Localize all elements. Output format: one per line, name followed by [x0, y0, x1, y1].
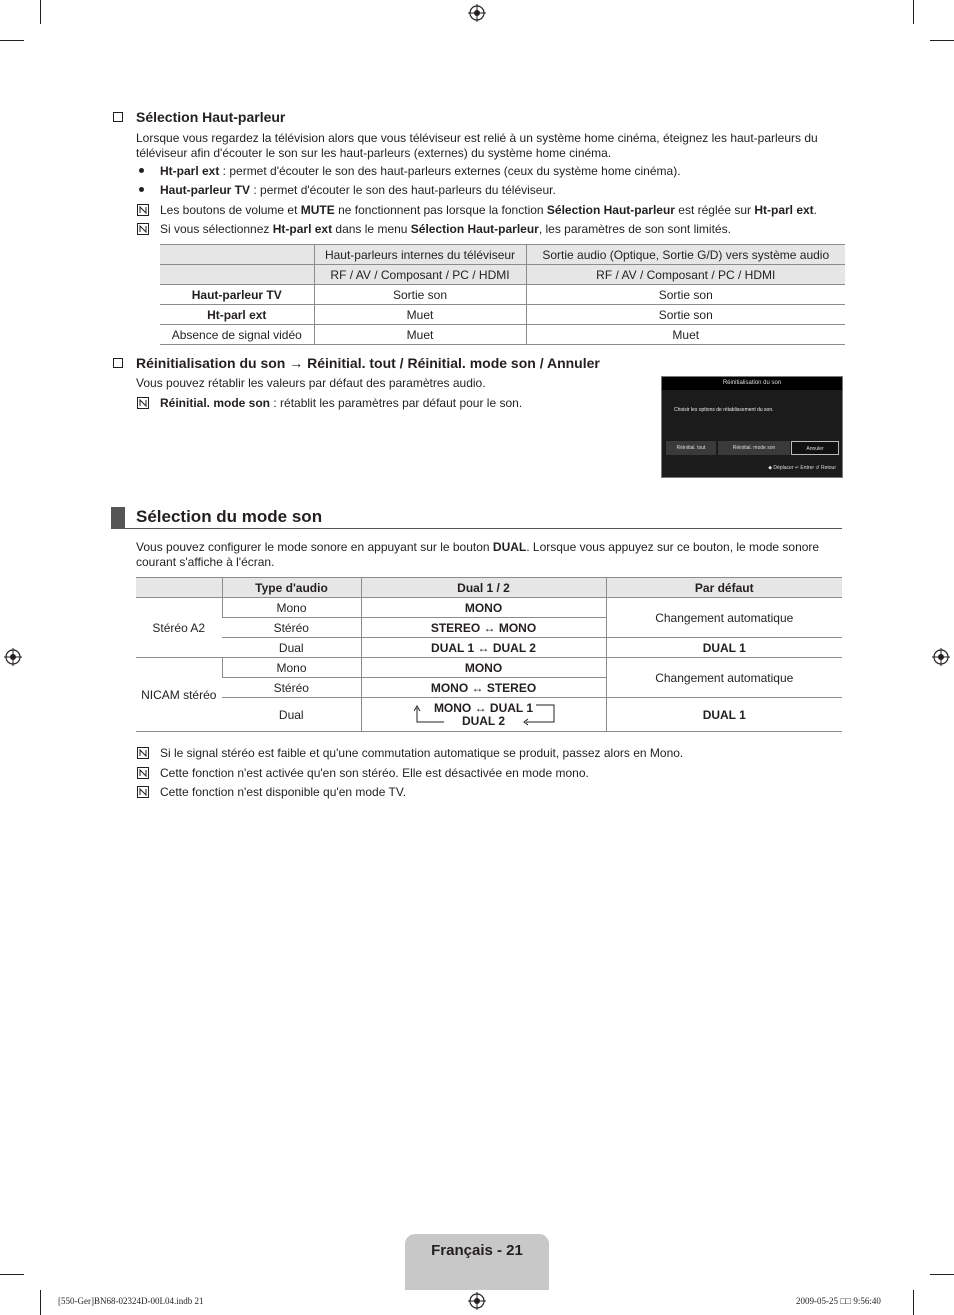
note-text: Cette fonction n'est activée qu'en son stéréo. Elle est désactivée en mode mono. — [160, 766, 589, 780]
paragraph: Lorsque vous regardez la télévision alors que vous téléviseur est relié à un système home cinéma, éteignez les haut-parleurs du téléviseur afin d'écouter le son sur les haut-parleurs (externes) du système home cinéma. — [136, 131, 818, 160]
note-text: Si le signal stéréo est faible et qu'une commutation automatique se produit, passez alors en Mono. — [160, 746, 684, 760]
table-cell: STEREO ↔ MONO — [361, 618, 606, 638]
cancel-button[interactable]: Annuler — [791, 441, 839, 455]
table-cell: Dual — [222, 638, 361, 658]
cycle-arrow-icon — [414, 702, 556, 726]
table-cell: Haut-parleur TV — [160, 285, 314, 305]
note-icon — [137, 786, 149, 798]
paragraph: Vous pouvez rétablir les valeurs par défaut des paramètres audio. — [136, 376, 486, 390]
table-cell: Mono — [222, 658, 361, 678]
crop-mark — [913, 1290, 914, 1315]
registration-mark-icon — [932, 648, 950, 666]
table-cell: Sortie son — [314, 285, 526, 305]
table-cell: Muet — [314, 305, 526, 325]
table-cell: Muet — [526, 325, 845, 345]
table-cell: Sortie son — [526, 305, 845, 325]
cycle-line-1: MONO ↔ DUAL 1 — [433, 700, 534, 715]
table-cell: Haut-parleurs internes du téléviseur — [314, 245, 526, 265]
registration-mark-icon — [4, 648, 22, 666]
crop-mark — [930, 1274, 954, 1275]
cycle-line-2: DUAL 2 — [461, 713, 506, 728]
table-cell: Dual 1 / 2 — [361, 578, 606, 598]
crop-mark — [0, 40, 24, 41]
page-number: Français - 21 — [431, 1242, 523, 1259]
crop-mark — [40, 1290, 41, 1315]
table-cell: Absence de signal vidéo — [160, 325, 314, 345]
note-icon — [137, 767, 149, 779]
note-icon — [137, 223, 149, 235]
note-text: Les boutons de volume et MUTE ne fonctionnent pas lorsque la fonction Sélection Haut-parleur est réglée sur Ht-parl ext. — [160, 203, 818, 217]
registration-mark-icon — [468, 1292, 486, 1310]
table-cell: Sortie audio (Optique, Sortie G/D) vers système audio — [526, 245, 845, 265]
print-slug-right: 2009-05-25 □□ 9:56:40 — [796, 1296, 881, 1306]
crop-mark — [0, 1274, 24, 1275]
bullet-term: Ht-parl ext — [160, 164, 220, 178]
section-rule — [111, 528, 842, 529]
table-cell: Stéréo A2 — [136, 598, 222, 658]
page-number-tab — [405, 1234, 549, 1290]
checkbox-bullet-icon — [113, 112, 123, 122]
reset-all-button[interactable]: Réinitial. tout — [666, 441, 716, 455]
checkbox-bullet-icon — [113, 358, 123, 368]
crop-mark — [40, 0, 41, 24]
section-title: Sélection du mode son — [136, 507, 323, 526]
section-heading: Sélection Haut-parleur — [136, 109, 286, 125]
table-cell — [136, 578, 222, 598]
speaker-table — [160, 244, 845, 345]
bullet-item — [160, 183, 556, 198]
section-marker — [111, 507, 125, 529]
dialog-footer: ◆ Déplacer ↵ Entrer ↺ Retour — [768, 465, 836, 471]
table-cell: DUAL 1 — [606, 698, 842, 732]
table-cell-cycle — [361, 698, 606, 732]
registration-mark-icon — [468, 4, 486, 22]
note-icon — [137, 204, 149, 216]
table-cell: Changement automatique — [606, 658, 842, 698]
table-cell: Sortie son — [526, 285, 845, 305]
table-cell — [160, 265, 314, 285]
section-heading: Réinitialisation du son → Réinitial. tout / Réinitial. mode son / Annuler — [136, 355, 600, 371]
table-cell: Changement automatique — [606, 598, 842, 638]
note-icon — [137, 397, 149, 409]
table-cell: NICAM stéréo — [136, 658, 222, 732]
table-cell: Stéréo — [222, 678, 361, 698]
note-text: Cette fonction n'est disponible qu'en mode TV. — [160, 785, 407, 799]
bullet-text: : permet d'écouter le son des haut-parleurs du téléviseur. — [250, 183, 556, 197]
dialog-title: Réinitialisation du son — [662, 377, 842, 390]
bullet-item — [160, 164, 681, 179]
sound-mode-table — [136, 577, 842, 732]
table-cell: DUAL 1 ↔ DUAL 2 — [361, 638, 606, 658]
table-cell — [160, 245, 314, 265]
table-cell: Ht-parl ext — [160, 305, 314, 325]
table-cell: Stéréo — [222, 618, 361, 638]
crop-mark — [930, 40, 954, 41]
table-cell: DUAL 1 — [606, 638, 842, 658]
table-cell: Dual — [222, 698, 361, 732]
dialog-message: Choisir les options de rétablissement du son. — [674, 407, 774, 413]
note-icon — [137, 747, 149, 759]
bullet-icon — [139, 168, 144, 173]
bullet-icon — [139, 187, 144, 192]
table-cell: MONO ↔ STEREO — [361, 678, 606, 698]
table-cell: RF / AV / Composant / PC / HDMI — [314, 265, 526, 285]
bullet-text: : permet d'écouter le son des haut-parleurs externes (ceux du système home cinéma). — [219, 164, 681, 178]
table-cell: Mono — [222, 598, 361, 618]
bullet-term: Haut-parleur TV — [160, 183, 251, 197]
table-cell: Par défaut — [606, 578, 842, 598]
table-cell: MONO — [361, 658, 606, 678]
table-cell: Type d'audio — [222, 578, 361, 598]
table-cell: MONO — [361, 598, 606, 618]
crop-mark — [913, 0, 914, 24]
reset-dialog-screenshot — [661, 376, 843, 478]
print-slug-left: [550-Ger]BN68-02324D-00L04.indb 21 — [58, 1296, 204, 1306]
note-text: Réinitial. mode son : rétablit les paramètres par défaut pour le son. — [160, 396, 523, 410]
table-cell: RF / AV / Composant / PC / HDMI — [526, 265, 845, 285]
paragraph: Vous pouvez configurer le mode sonore en appuyant sur le bouton DUAL. Lorsque vous appuyez sur ce bouton, le mode sonore courant s'affiche à l'écran. — [136, 540, 820, 569]
table-cell: Muet — [314, 325, 526, 345]
reset-sound-mode-button[interactable]: Réinitial. mode son — [718, 441, 790, 455]
note-text: Si vous sélectionnez Ht-parl ext dans le menu Sélection Haut-parleur, les paramètres de son sont limités. — [160, 222, 731, 236]
